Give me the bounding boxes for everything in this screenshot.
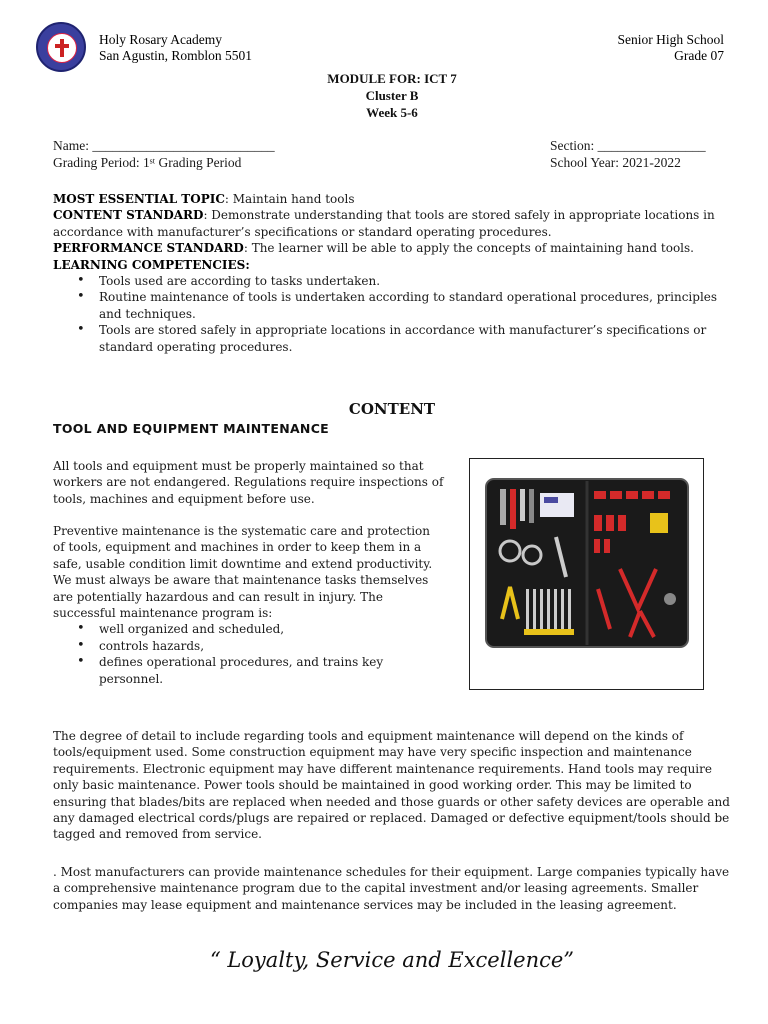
grading-period: Grading Period: 1ˢᵗ Grading Period xyxy=(53,155,242,170)
grade-level: Grade 07 xyxy=(674,48,724,63)
list-item: • Routine maintenance of tools is undertaken according to standard operational procedures, principles and techniques. xyxy=(53,289,723,322)
list-item: • well organized and scheduled, xyxy=(53,621,445,637)
list-item: • Tools used are according to tasks undertaken. xyxy=(53,273,723,289)
standards-block xyxy=(53,191,723,355)
school-name: Holy Rosary Academy xyxy=(99,32,222,47)
content-title: CONTENT xyxy=(348,400,436,418)
list-item: • defines operational procedures, and trains key personnel. xyxy=(53,654,445,687)
section-title: TOOL AND EQUIPMENT MAINTENANCE xyxy=(53,421,330,436)
essential-topic: MOST ESSENTIAL TOPIC: Maintain hand tools xyxy=(53,192,355,206)
preventive-paragraph: Preventive maintenance is the systematic care and protection of tools, equipment and machines in order to keep them in a safe, usable condition limit downtime and extend productivity. We must always be aware that maintenance tasks themselves are potentially hazardous and can result in injury. The successful maintenance program is: • well organized and scheduled, • controls hazards, • defines operational procedures, and trains key personnel. xyxy=(53,523,445,687)
competencies-heading: LEARNING COMPETENCIES: xyxy=(53,257,250,272)
module-week: Week 5-6 xyxy=(366,105,418,120)
school-address: San Agustin, Romblon 5501 xyxy=(99,48,253,63)
school-level: Senior High School xyxy=(617,32,724,47)
section-field: Section: ________________ xyxy=(550,138,706,153)
module-cluster: Cluster B xyxy=(365,88,419,103)
content-standard: CONTENT STANDARD: Demonstrate understanding that tools are stored safely in appropriate locations in accordance with manufacturer’s specifications or standard operating procedures. xyxy=(53,208,715,239)
module-title: MODULE FOR: ICT 7 xyxy=(327,71,457,86)
footer-motto: “ Loyalty, Service and Excellence” xyxy=(209,948,575,972)
list-item: • controls hazards, xyxy=(53,638,445,654)
program-list xyxy=(53,621,445,687)
intro-paragraph: All tools and equipment must be properly maintained so that workers are not endangered. Regulations require inspections of tools, machines and equipment before use. xyxy=(53,459,444,506)
tool-kit-photo xyxy=(469,458,704,690)
competencies-list xyxy=(53,273,723,355)
list-item: • Tools are stored safely in appropriate locations in accordance with manufacturer’s specifications or standard operating procedures. xyxy=(53,322,723,355)
school-seal-icon xyxy=(36,22,86,72)
details-paragraph: The degree of detail to include regarding tools and equipment maintenance will depend on the kinds of tools/equipment used. Some construction equipment may have very specific inspection and maintenance requirements. Electronic equipment may have different maintenance requirements. Hand tools may require only basic maintenance. Power tools should be maintained in good working order. This may be limited to ensuring that blades/bits are replaced when needed and those guards or other safety devices are operable and any damaged electrical cords/plugs are repaired or replaced. Damaged or defective equipment/tools should be tagged and removed from service. xyxy=(53,729,730,842)
performance-standard: PERFORMANCE STANDARD: The learner will be able to apply the concepts of maintaining hand tools. xyxy=(53,241,694,256)
manufacturers-paragraph: . Most manufacturers can provide maintenance schedules for their equipment. Large companies typically have a comprehensive maintenance program due to the capital investment and/or leasing agreements. Smaller companies may lease equipment and maintenance services may be included in the leasing agreement. xyxy=(53,865,730,912)
school-year: School Year: 2021-2022 xyxy=(550,155,681,170)
tool-kit-illustration xyxy=(470,459,703,689)
name-field: Name: ___________________________ xyxy=(53,138,275,153)
